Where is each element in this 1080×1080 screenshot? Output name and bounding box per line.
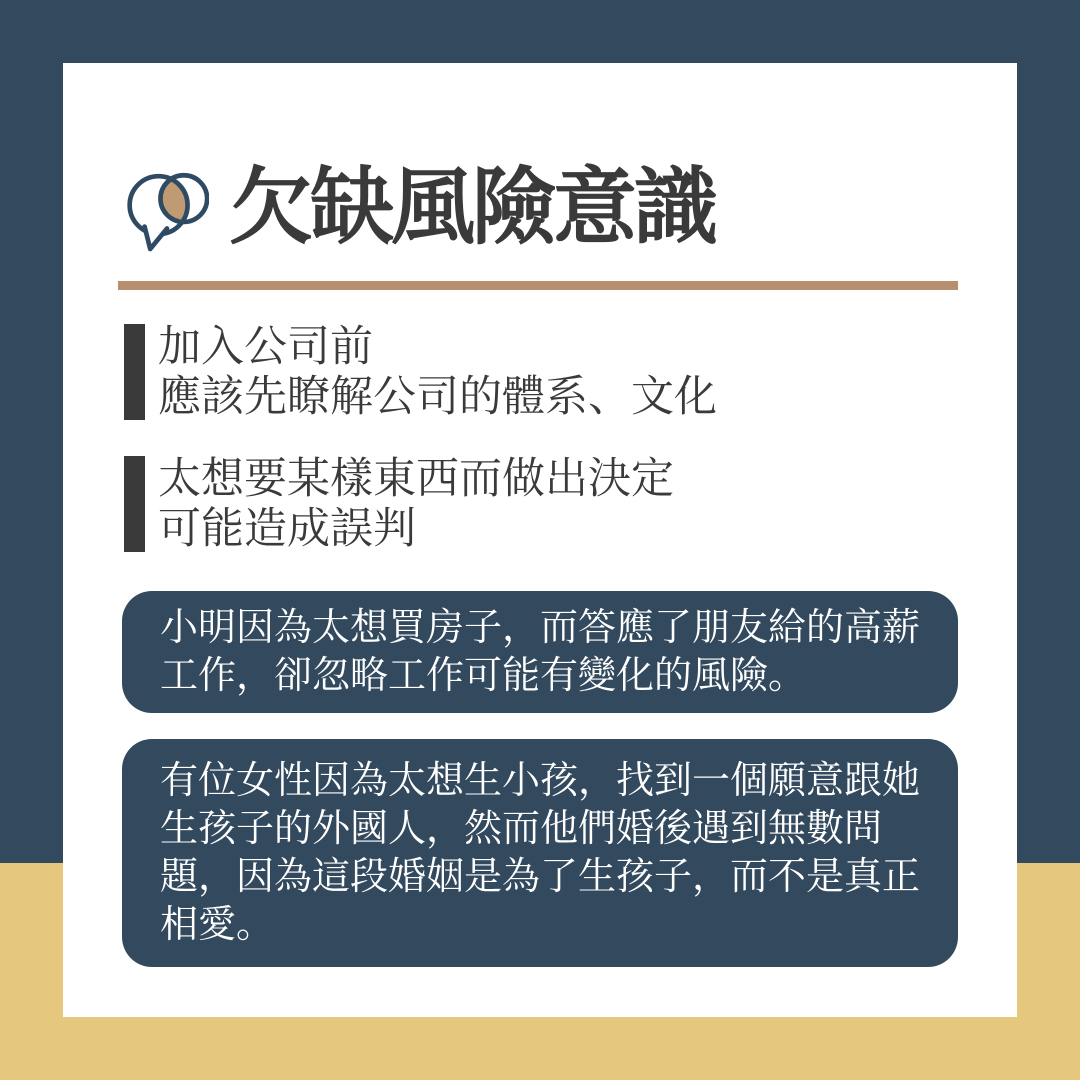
key-point-text: [158, 454, 674, 554]
key-point-text: [158, 322, 717, 422]
example-card: [122, 739, 958, 967]
title-divider: [118, 281, 958, 290]
key-point-line: 加入公司前: [158, 323, 373, 371]
key-point-bar: [124, 324, 145, 420]
key-point-line: 太想要某樣東西而做出決定: [158, 455, 674, 503]
key-point-line: 可能造成誤判: [158, 505, 416, 553]
key-point-line: 應該先瞭解公司的體系、文化: [158, 373, 717, 421]
example-text: 小明因為太想買房子，而答應了朋友給的高薪工作，卻忽略工作可能有變化的風險。: [160, 607, 921, 697]
header: [125, 160, 1017, 254]
example-card: [122, 591, 958, 713]
key-point: [124, 322, 1017, 422]
key-point: [124, 454, 1017, 554]
speech-bubbles-icon: [125, 162, 209, 252]
example-text: 有位女性因為太想生小孩，找到一個願意跟她生孩子的外國人，然而他們婚後遇到無數問題，因為這段婚姻是為了生孩子，而不是真正相愛。: [160, 760, 921, 946]
content-card: [63, 63, 1017, 1017]
key-point-bar: [124, 456, 145, 552]
page-title: 欠缺風險意識: [229, 160, 716, 254]
